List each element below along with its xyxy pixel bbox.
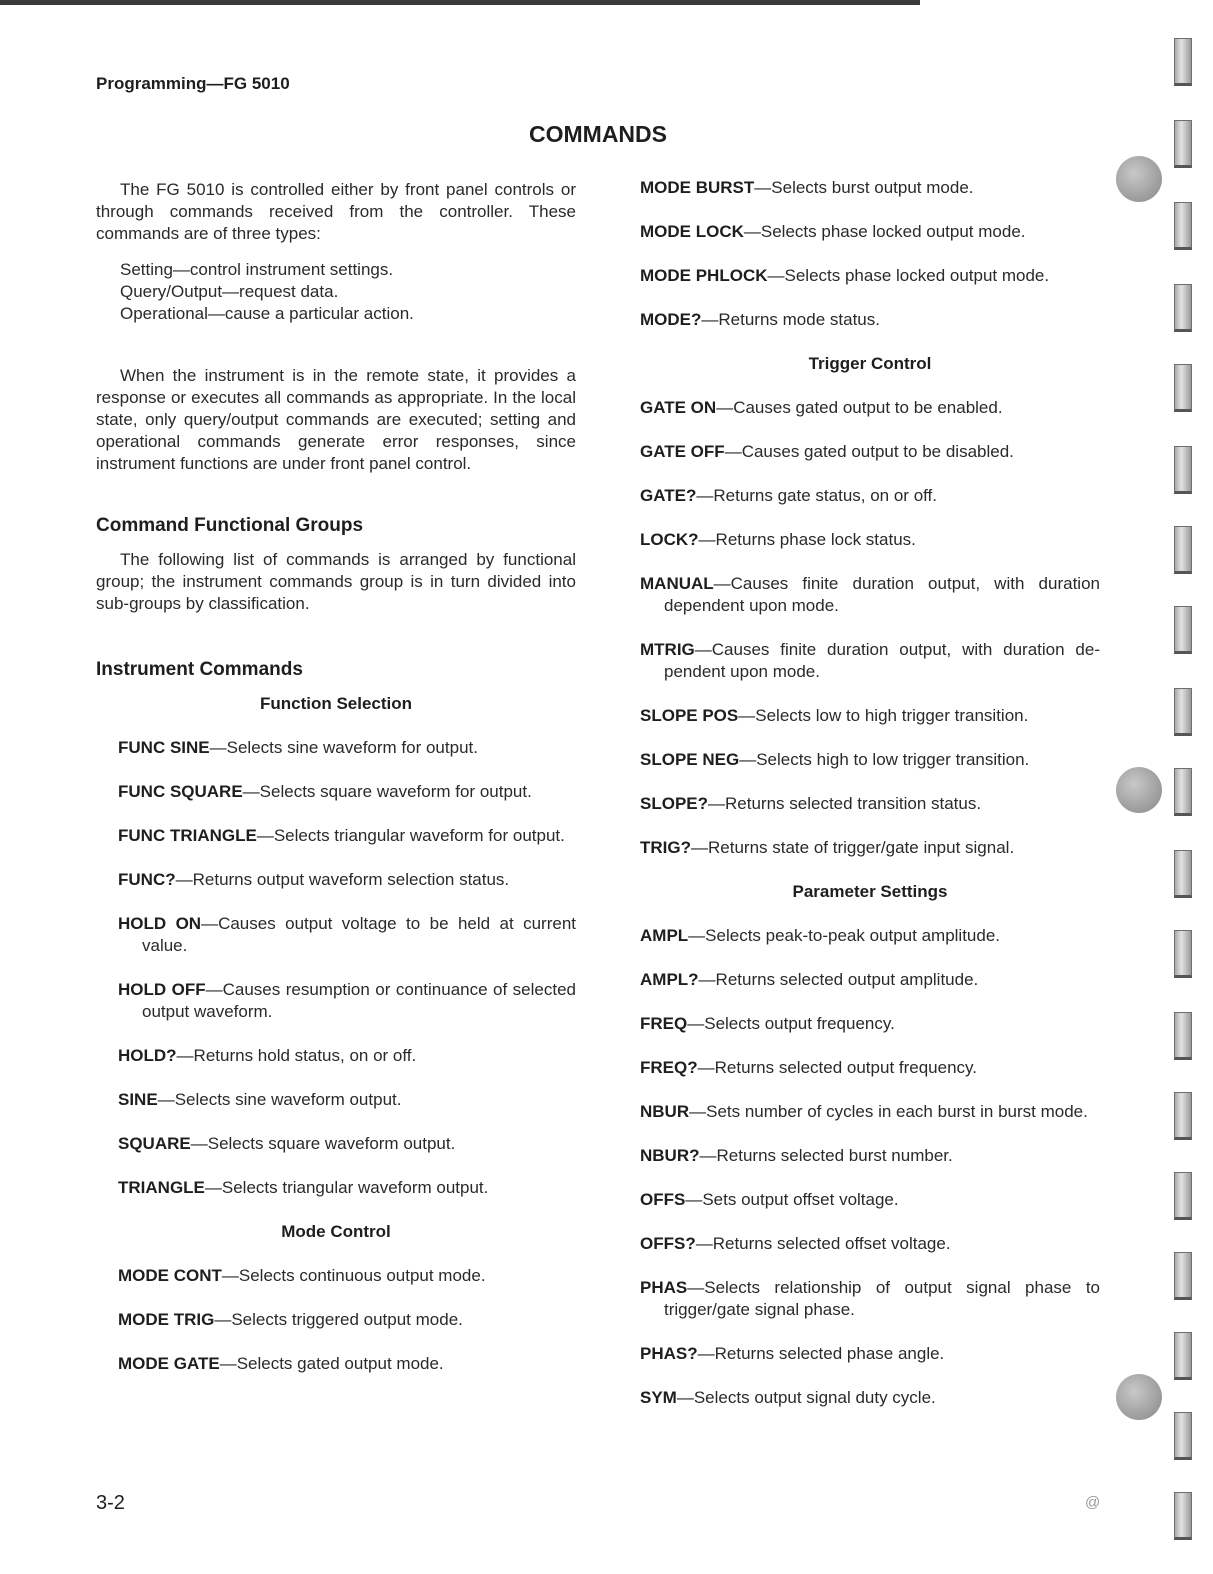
index-tab bbox=[1174, 364, 1192, 412]
command-description: —Returns selected output amplitude. bbox=[698, 970, 979, 989]
functional-groups-heading: Command Functional Groups bbox=[96, 515, 364, 536]
left-column bbox=[96, 179, 576, 1397]
index-tab bbox=[1174, 768, 1192, 816]
footer-mark: @ bbox=[1085, 1494, 1101, 1511]
command-keyword: HOLD OFF bbox=[118, 980, 206, 999]
command-description: —Causes gated output to be enabled. bbox=[716, 398, 1003, 417]
parameter-settings-heading: Parameter Settings bbox=[792, 882, 948, 901]
command-description: —Causes output voltage to be held at current value. bbox=[142, 914, 576, 955]
command-entry bbox=[118, 1089, 576, 1111]
command-entry bbox=[640, 1189, 1100, 1211]
command-entry bbox=[118, 869, 576, 891]
command-keyword: PHAS? bbox=[640, 1344, 698, 1363]
top-rule bbox=[0, 0, 920, 5]
command-keyword: FUNC? bbox=[118, 870, 176, 889]
command-entry bbox=[640, 793, 1100, 815]
command-keyword: FREQ? bbox=[640, 1058, 698, 1077]
mode-control-heading: Mode Control bbox=[281, 1222, 391, 1241]
command-description: —Selects continuous output mode. bbox=[221, 1266, 486, 1285]
page-number: 3-2 bbox=[96, 1492, 125, 1514]
command-description: —Returns selected output frequency. bbox=[697, 1058, 978, 1077]
function-selection-list bbox=[96, 737, 576, 1199]
right-column bbox=[640, 177, 1100, 1431]
index-tab bbox=[1174, 1412, 1192, 1460]
command-entry bbox=[640, 1101, 1100, 1123]
command-keyword: HOLD? bbox=[118, 1046, 177, 1065]
command-entry bbox=[118, 1133, 576, 1155]
command-keyword: SLOPE? bbox=[640, 794, 709, 813]
command-entry bbox=[118, 1309, 576, 1331]
command-description: —Returns output waveform selection status. bbox=[175, 870, 510, 889]
index-tab bbox=[1174, 1172, 1192, 1220]
command-description: —Selects square waveform for output. bbox=[242, 782, 532, 801]
command-description: —Returns mode status. bbox=[701, 310, 880, 329]
command-entry bbox=[640, 969, 1100, 991]
index-tab bbox=[1174, 688, 1192, 736]
mode-control-list-continued bbox=[640, 177, 1100, 331]
command-entry bbox=[118, 737, 576, 759]
command-entry bbox=[118, 979, 576, 1023]
index-tab bbox=[1174, 38, 1192, 86]
command-description: —Selects phase locked output mode. bbox=[743, 222, 1026, 241]
command-keyword: SINE bbox=[118, 1090, 158, 1109]
command-entry bbox=[118, 825, 576, 847]
command-description: —Selects low to high trigger transition. bbox=[738, 706, 1029, 725]
command-description: —Selects high to low trigger transition. bbox=[739, 750, 1030, 769]
command-keyword: GATE ON bbox=[640, 398, 717, 417]
command-entry bbox=[640, 1387, 1100, 1409]
command-description: —Causes finite duration output, with duration dependent upon mode. bbox=[664, 574, 1100, 615]
command-keyword: TRIG? bbox=[640, 838, 691, 857]
command-entry bbox=[640, 705, 1100, 727]
command-keyword: FUNC SINE bbox=[118, 738, 210, 757]
page-header: Programming—FG 5010 bbox=[96, 74, 290, 93]
command-entry bbox=[118, 1265, 576, 1287]
command-description: —Returns selected offset voltage. bbox=[695, 1234, 951, 1253]
command-entry bbox=[118, 1177, 576, 1199]
command-description: —Selects sine waveform output. bbox=[157, 1090, 402, 1109]
command-keyword: AMPL bbox=[640, 926, 689, 945]
command-description: —Selects burst output mode. bbox=[754, 178, 974, 197]
command-keyword: NBUR? bbox=[640, 1146, 700, 1165]
command-keyword: OFFS bbox=[640, 1190, 686, 1209]
command-keyword: HOLD ON bbox=[118, 914, 202, 933]
command-description: —Returns selected phase angle. bbox=[697, 1344, 945, 1363]
command-description: —Returns selected burst number. bbox=[699, 1146, 953, 1165]
command-description: —Returns selected transition status. bbox=[708, 794, 982, 813]
index-tab bbox=[1174, 284, 1192, 332]
command-entry bbox=[640, 1233, 1100, 1255]
command-entry bbox=[640, 309, 1100, 331]
command-keyword: MODE GATE bbox=[118, 1354, 220, 1373]
index-tab bbox=[1174, 1092, 1192, 1140]
index-tab bbox=[1174, 1492, 1192, 1540]
remote-state-paragraph: When the instrument is in the remote state, it provides a response or executes all commands as appropriate. In the local state, only query/output commands are executed; setting and operational commands generate error responses, since instrument functions are under front panel control. bbox=[96, 366, 576, 473]
command-keyword: NBUR bbox=[640, 1102, 690, 1121]
command-keyword: MODE TRIG bbox=[118, 1310, 215, 1329]
command-type-item: Setting—control instrument settings. bbox=[120, 260, 394, 279]
binder-hole bbox=[1116, 767, 1162, 813]
command-entry bbox=[640, 441, 1100, 463]
command-description: —Selects output signal duty cycle. bbox=[676, 1388, 936, 1407]
function-selection-heading: Function Selection bbox=[259, 694, 413, 713]
command-entry bbox=[640, 221, 1100, 243]
index-tab bbox=[1174, 202, 1192, 250]
command-types-list bbox=[120, 259, 576, 325]
command-description: —Returns hold status, on or off. bbox=[176, 1046, 417, 1065]
command-description: —Returns state of trigger/gate input signal. bbox=[691, 838, 1015, 857]
index-tab bbox=[1174, 446, 1192, 494]
command-keyword: MODE CONT bbox=[118, 1266, 222, 1285]
command-description: —Selects gated output mode. bbox=[219, 1354, 444, 1373]
command-keyword: AMPL? bbox=[640, 970, 699, 989]
command-entry bbox=[640, 1277, 1100, 1321]
command-entry bbox=[640, 1013, 1100, 1035]
command-description: —Returns phase lock status. bbox=[698, 530, 916, 549]
binder-hole bbox=[1116, 1374, 1162, 1420]
command-type-item: Query/Output—request data. bbox=[120, 282, 339, 301]
command-keyword: PHAS bbox=[640, 1278, 688, 1297]
command-keyword: MODE PHLOCK bbox=[640, 266, 768, 285]
command-description: —Sets number of cycles in each burst in burst mode. bbox=[689, 1102, 1088, 1121]
command-keyword: TRIANGLE bbox=[118, 1178, 205, 1197]
command-keyword: SLOPE POS bbox=[640, 706, 739, 725]
command-entry bbox=[118, 1045, 576, 1067]
command-description: —Causes gated output to be disabled. bbox=[724, 442, 1014, 461]
command-keyword: FUNC TRIANGLE bbox=[118, 826, 257, 845]
command-keyword: OFFS? bbox=[640, 1234, 696, 1253]
index-tab bbox=[1174, 120, 1192, 168]
command-keyword: SLOPE NEG bbox=[640, 750, 740, 769]
command-entry bbox=[640, 177, 1100, 199]
command-entry bbox=[640, 397, 1100, 419]
command-keyword: GATE? bbox=[640, 486, 697, 505]
command-entry bbox=[640, 1343, 1100, 1365]
command-description: —Selects triggered output mode. bbox=[214, 1310, 463, 1329]
command-description: —Selects phase locked output mode. bbox=[767, 266, 1050, 285]
command-description: —Selects relationship of output signal phase to trigger/gate signal phase. bbox=[664, 1278, 1100, 1319]
command-entry bbox=[640, 837, 1100, 859]
command-entry bbox=[118, 913, 576, 957]
parameter-settings-list bbox=[640, 925, 1100, 1409]
functional-groups-paragraph: The following list of commands is arranged by functional group; the instrument commands group is in turn divided into sub-groups by classification. bbox=[96, 550, 576, 613]
index-tab bbox=[1174, 526, 1192, 574]
command-keyword: MODE BURST bbox=[640, 178, 755, 197]
command-keyword: FUNC SQUARE bbox=[118, 782, 243, 801]
command-keyword: SYM bbox=[640, 1388, 677, 1407]
trigger-control-heading: Trigger Control bbox=[808, 354, 932, 373]
command-description: —Causes resumption or continuance of selected output waveform. bbox=[142, 980, 576, 1021]
instrument-commands-heading: Instrument Commands bbox=[96, 659, 303, 680]
command-entry bbox=[640, 639, 1100, 683]
command-description: —Selects sine waveform for output. bbox=[209, 738, 478, 757]
command-description: —Sets output offset voltage. bbox=[685, 1190, 899, 1209]
command-entry bbox=[640, 485, 1100, 507]
command-entry bbox=[640, 1057, 1100, 1079]
command-keyword: GATE OFF bbox=[640, 442, 725, 461]
index-tab bbox=[1174, 930, 1192, 978]
command-description: —Selects output frequency. bbox=[687, 1014, 895, 1033]
index-tab bbox=[1174, 850, 1192, 898]
command-description: —Causes finite duration output, with duration dependent upon mode. bbox=[664, 640, 1100, 681]
command-entry bbox=[640, 265, 1100, 287]
command-type-item: Operational—cause a particular action. bbox=[120, 304, 414, 323]
trigger-control-list bbox=[640, 397, 1100, 859]
command-keyword: FREQ bbox=[640, 1014, 688, 1033]
command-description: —Selects triangular waveform for output. bbox=[256, 826, 565, 845]
command-description: —Selects peak-to-peak output amplitude. bbox=[688, 926, 1001, 945]
index-tab bbox=[1174, 1332, 1192, 1380]
command-keyword: MODE LOCK bbox=[640, 222, 744, 241]
command-keyword: LOCK? bbox=[640, 530, 699, 549]
command-keyword: MANUAL bbox=[640, 574, 714, 593]
command-entry bbox=[640, 925, 1100, 947]
command-keyword: MTRIG bbox=[640, 640, 695, 659]
command-entry bbox=[640, 749, 1100, 771]
command-entry bbox=[118, 781, 576, 803]
command-description: —Returns gate status, on or off. bbox=[696, 486, 938, 505]
command-keyword: MODE? bbox=[640, 310, 702, 329]
command-entry bbox=[118, 1353, 576, 1375]
index-tab bbox=[1174, 606, 1192, 654]
binder-hole bbox=[1116, 156, 1162, 202]
command-entry bbox=[640, 1145, 1100, 1167]
intro-paragraph: The FG 5010 is controlled either by front panel controls or through commands received from the controller. These commands are of three types: bbox=[96, 180, 576, 243]
page-title: COMMANDS bbox=[529, 121, 667, 147]
command-entry bbox=[640, 529, 1100, 551]
command-description: —Selects square waveform output. bbox=[190, 1134, 456, 1153]
index-tab bbox=[1174, 1252, 1192, 1300]
index-tab bbox=[1174, 1012, 1192, 1060]
command-keyword: SQUARE bbox=[118, 1134, 191, 1153]
command-entry bbox=[640, 573, 1100, 617]
command-description: —Selects triangular waveform output. bbox=[204, 1178, 489, 1197]
mode-control-list bbox=[96, 1265, 576, 1375]
